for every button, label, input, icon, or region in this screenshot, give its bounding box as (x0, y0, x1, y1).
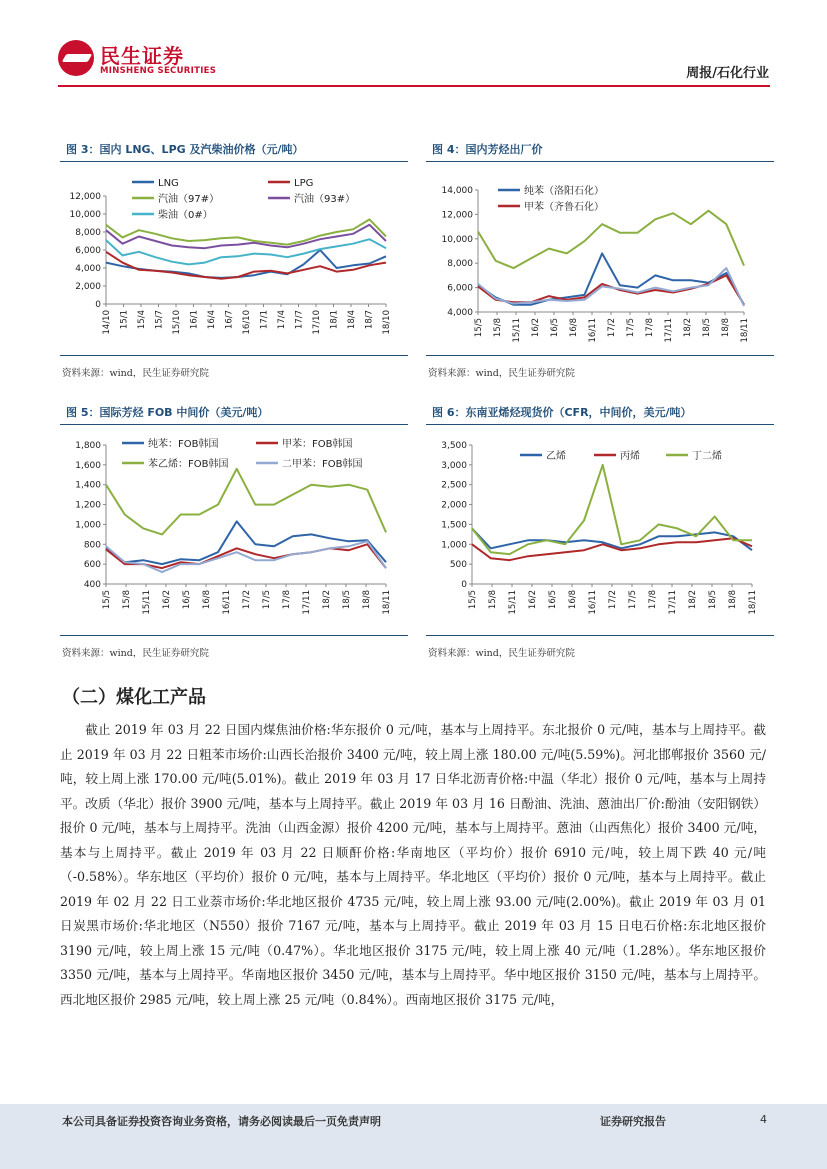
y-tick-label: 800 (83, 540, 101, 551)
series-line-1 (478, 275, 744, 304)
x-tick-label: 18/2 (688, 590, 698, 610)
legend-label-0: 纯苯（洛阳石化） (524, 186, 604, 197)
y-tick-label: 3,000 (441, 460, 467, 471)
x-tick-label: 18/2 (322, 590, 332, 610)
y-tick-label: 12,000 (441, 210, 473, 221)
series-line-2 (106, 469, 386, 535)
y-tick-label: 8,000 (75, 228, 101, 238)
y-tick-label: 6,000 (75, 246, 101, 256)
x-tick-label: 16/4 (207, 310, 217, 330)
x-tick-label: 15/11 (508, 590, 518, 615)
x-tick-label: 17/2 (242, 590, 252, 610)
y-tick-label: 6,000 (447, 283, 473, 294)
x-tick-label: 15/1 (119, 310, 130, 330)
x-tick-label: 18/2 (683, 318, 693, 338)
legend-label-1: 甲苯（齐鲁石化） (524, 202, 604, 213)
x-tick-label: 17/5 (262, 590, 272, 610)
logo-english-name: MINSHENG SECURITIES (100, 66, 217, 76)
y-tick-label: 4,000 (447, 308, 473, 318)
figure-3-title: 图 3：国内 LNG、LPG 及汽柴油价格（元/吨） (60, 140, 408, 162)
legend-label-4: 柴油（0#） (158, 210, 213, 221)
x-tick-label: 16/10 (242, 310, 252, 335)
y-tick-label: 12,000 (69, 192, 101, 202)
page-number: 4 (760, 1113, 767, 1126)
x-tick-label: 17/1 (259, 310, 270, 330)
footer-disclaimer: 本公司具备证券投资咨询业务资格，请务必阅读最后一页免责声明 (62, 1115, 381, 1128)
figure-3 (60, 140, 408, 356)
legend-label-0: 纯苯：FOB韩国 (148, 439, 219, 450)
series-line-1 (472, 538, 752, 560)
x-tick-label: 17/8 (648, 590, 658, 610)
y-tick-label: 1,400 (75, 480, 101, 491)
figure-3-bottom-rule (60, 355, 408, 356)
legend-label-2: 苯乙烯：FOB韩国 (148, 459, 229, 470)
x-tick-label: 16/5 (182, 590, 192, 610)
x-tick-label: 16/5 (548, 590, 558, 610)
x-tick-label: 16/8 (568, 590, 578, 610)
x-tick-label: 18/11 (748, 590, 758, 615)
minsheng-logo-icon (58, 40, 94, 76)
figure-6 (426, 403, 774, 636)
y-tick-label: 14,000 (441, 186, 473, 196)
x-tick-label: 15/4 (137, 310, 147, 330)
x-tick-label: 17/8 (645, 318, 655, 338)
x-tick-label: 17/5 (628, 590, 638, 610)
x-tick-label: 18/11 (382, 590, 392, 615)
x-tick-label: 18/7 (364, 310, 375, 330)
figure-6-bottom-rule (426, 635, 774, 636)
x-tick-label: 17/8 (282, 590, 292, 610)
legend-label-3: 二甲苯：FOB韩国 (282, 459, 363, 470)
y-tick-label: 400 (83, 580, 101, 590)
figure-6-title: 图 6：东南亚烯烃现货价（CFR，中间价，美元/吨） (426, 403, 774, 425)
x-tick-label: 16/2 (528, 590, 538, 610)
x-tick-label: 14/10 (102, 310, 112, 335)
report-type: 周报/石化行业 (686, 66, 769, 81)
x-tick-label: 15/10 (172, 310, 182, 335)
legend-label-1: 丙烯 (620, 451, 640, 462)
series-line-3 (106, 541, 386, 572)
figure-4-bottom-rule (426, 355, 774, 356)
legend-label-1: 甲苯：FOB韩国 (282, 439, 353, 450)
x-tick-label: 15/8 (488, 590, 498, 610)
figure-3-chart (60, 166, 408, 356)
x-tick-label: 18/8 (728, 590, 738, 610)
series-line-0 (106, 521, 386, 564)
x-tick-label: 15/5 (474, 318, 484, 338)
x-tick-label: 18/10 (382, 310, 392, 335)
y-tick-label: 1,200 (75, 500, 101, 511)
x-tick-label: 18/4 (347, 310, 357, 330)
header-divider (58, 85, 770, 87)
x-tick-label: 18/5 (702, 318, 712, 338)
series-line-0 (478, 253, 744, 304)
x-tick-label: 16/5 (550, 318, 560, 338)
section-paragraph: 截止 2019 年 03 月 22 日国内煤焦油价格:华东报价 0 元/吨，基本与上周持平。东北报价 0 元/吨，基本与上周持平。截止 2019 年 03 月 22 日粗苯市场价:山西长治报价 3400 元/吨，较上周上涨 180.00 元/吨(5.59%)。河北邯郸报价 3560 元/吨，较上周上涨 170.00 元/吨(5.01%)。截止 2019 年 03 月 17 日华北沥青价格:中温（华北）报价 0 元/吨，基本与上周持平。改质（华北）报价 3900 元/吨，基本与上周持平。截止 2019 年 03 月 16 日酚油、洗油、蒽油出厂价:酚油（安阳钢铁）报价 0 元/吨，基本与上周持平。洗油（山西金源）报价 4200 元/吨，基本与上周持平。蒽油（山西焦化）报价 3400 元/吨，基本与上周持平。截止 2019 年 03 月 22 日顺酐价格:华南地区（平均价）报价 6910 元/吨，较上周下跌 40 元/吨（-0.58%）。华东地区（平均价）报价 0 元/吨，基本与上周持平。华北地区（平均价）报价 0 元/吨，基本与上周持平。截止 2019 年 02 月 22 日工业萘市场价:华北地区报价 4735 元/吨，较上周上涨 93.00 元/吨(2.00%)。截止 2019 年 03 月 01 日炭黑市场价:华北地区（N550）报价 7167 元/吨，基本与上周持平。截止 2019 年 03 月 15 日电石价格:东北地区报价 3190 元/吨，较上周上涨 15 元/吨（0.47%）。华北地区报价 3175 元/吨，较上周上涨 40 元/吨（1.28%）。华东地区报价 3350 元/吨，基本与上周持平。华南地区报价 3450 元/吨，基本与上周持平。华中地区报价 3150 元/吨，基本与上周持平。西北地区报价 2985 元/吨，较上周上涨 25 元/吨（0.84%）。西南地区报价 3175 元/吨， (60, 722, 766, 1007)
y-tick-label: 8,000 (447, 259, 473, 270)
legend-label-0: 乙烯 (546, 451, 566, 462)
y-tick-label: 600 (83, 560, 101, 571)
x-tick-label: 18/5 (708, 590, 718, 610)
x-tick-label: 17/11 (668, 590, 678, 615)
y-tick-label: 500 (449, 560, 467, 571)
x-tick-label: 15/7 (154, 310, 165, 330)
x-tick-label: 16/1 (189, 310, 200, 330)
x-tick-label: 18/5 (342, 590, 352, 610)
y-tick-label: 1,600 (75, 460, 101, 471)
x-tick-label: 16/7 (224, 310, 235, 330)
y-tick-label: 1,500 (441, 520, 467, 531)
y-tick-label: 2,000 (441, 500, 467, 511)
y-tick-label: 1,000 (75, 520, 101, 531)
y-tick-label: 0 (95, 300, 101, 310)
x-tick-label: 15/5 (468, 590, 478, 610)
x-tick-label: 16/11 (222, 590, 232, 615)
x-tick-label: 17/2 (608, 590, 618, 610)
x-tick-label: 16/11 (588, 318, 598, 343)
figure-4-source: 资料来源：wind，民生证券研究院 (428, 368, 575, 379)
x-tick-label: 17/11 (664, 318, 674, 343)
legend-label-1: LPG (294, 178, 314, 189)
series-line-2 (106, 219, 386, 244)
legend-label-2: 丁二烯 (692, 451, 722, 462)
figure-3-source: 资料来源：wind，民生证券研究院 (62, 368, 209, 379)
footer-report-label: 证券研究报告 (600, 1115, 666, 1128)
legend-label-0: LNG (158, 178, 179, 189)
page-header (0, 0, 827, 92)
figure-5 (60, 403, 408, 636)
y-tick-label: 2,500 (441, 480, 467, 491)
figure-5-title: 图 5：国际芳烃 FOB 中间价（美元/吨） (60, 403, 408, 425)
figure-5-chart (60, 429, 408, 635)
figure-5-source: 资料来源：wind，民生证券研究院 (62, 648, 209, 659)
figure-4-chart (426, 166, 774, 356)
series-line-3 (478, 211, 744, 268)
section-title: （二）煤化工产品 (62, 687, 206, 708)
x-tick-label: 15/8 (122, 590, 132, 610)
x-tick-label: 17/10 (312, 310, 322, 335)
series-line-2 (478, 268, 744, 306)
x-tick-label: 18/11 (740, 318, 750, 343)
x-tick-label: 15/11 (142, 590, 152, 615)
x-tick-label: 18/8 (362, 590, 372, 610)
figure-4 (426, 140, 774, 356)
y-tick-label: 10,000 (69, 210, 101, 220)
y-tick-label: 10,000 (441, 234, 473, 245)
x-tick-label: 15/8 (493, 318, 503, 338)
x-tick-label: 15/11 (512, 318, 522, 343)
x-tick-label: 17/5 (626, 318, 636, 338)
x-tick-label: 17/7 (294, 310, 305, 330)
y-tick-label: 1,000 (441, 540, 467, 551)
y-tick-label: 4,000 (75, 264, 101, 274)
x-tick-label: 16/2 (531, 318, 541, 338)
figure-6-chart (426, 429, 774, 635)
y-tick-label: 1,800 (75, 441, 101, 451)
x-tick-label: 16/8 (202, 590, 212, 610)
x-tick-label: 18/8 (721, 318, 731, 338)
x-tick-label: 17/11 (302, 590, 312, 615)
figure-4-title: 图 4：国内芳烃出厂价 (426, 140, 774, 162)
y-tick-label: 0 (461, 580, 467, 590)
legend-label-3: 汽油（93#） (294, 194, 356, 205)
logo-chinese-name: 民生证券 (100, 44, 184, 68)
x-tick-label: 16/11 (588, 590, 598, 615)
x-tick-label: 16/8 (569, 318, 579, 338)
legend-label-2: 汽油（97#） (158, 194, 220, 205)
y-tick-label: 2,000 (75, 282, 101, 292)
x-tick-label: 17/2 (607, 318, 617, 338)
x-tick-label: 17/4 (277, 310, 287, 330)
x-tick-label: 15/5 (102, 590, 112, 610)
figure-5-bottom-rule (60, 635, 408, 636)
x-tick-label: 16/2 (162, 590, 172, 610)
figure-6-source: 资料来源：wind，民生证券研究院 (428, 648, 575, 659)
y-tick-label: 3,500 (441, 441, 467, 451)
x-tick-label: 18/1 (329, 310, 340, 330)
